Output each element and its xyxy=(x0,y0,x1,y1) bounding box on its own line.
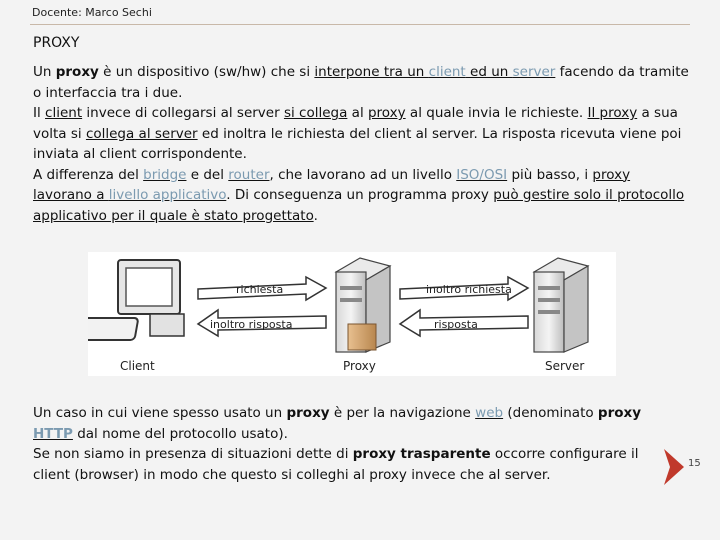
server-icon xyxy=(534,258,588,352)
proxy-server-icon xyxy=(336,258,390,352)
link-client[interactable]: client xyxy=(428,64,466,80)
page-title: PROXY xyxy=(33,35,80,51)
link-router[interactable]: router xyxy=(228,166,270,183)
svg-text:inoltro risposta: inoltro risposta xyxy=(210,318,293,331)
client-label: Client xyxy=(120,359,155,373)
link-bridge[interactable]: bridge xyxy=(143,166,187,183)
page-number: 15 xyxy=(688,458,701,469)
svg-text:inoltro richiesta: inoltro richiesta xyxy=(426,283,512,296)
header-divider xyxy=(30,24,690,25)
link-http[interactable]: HTTP xyxy=(33,425,73,442)
server-label: Server xyxy=(545,359,585,373)
proxy-label: Proxy xyxy=(343,359,376,373)
header-author: Docente: Marco Sechi xyxy=(32,6,152,19)
paragraph-1: Un proxy è un dispositivo (sw/hw) che si interpone tra un client ed un server facendo da tramite o interfaccia tra i due. Il client invece di collegarsi al server si collega al proxy al quale invia le richieste. Il proxy a sua volta si collega al server ed inoltra le richiesta del client al server. La risposta ricevuta viene poi inviata al client corrispondente. A differenza del bridge e del router, che lavorano ad un livello ISO/OSI più basso, i proxy lavorano a livello applicativo. Di conseguenza un programma proxy può gestire solo il protocollo applicativo per il quale è stato progettato. xyxy=(33,64,689,224)
link-web[interactable]: web xyxy=(475,405,504,421)
next-chevron-icon xyxy=(664,449,684,485)
link-iso-osi[interactable]: ISO/OSI xyxy=(456,166,508,183)
paragraph-2: Un caso in cui viene spesso usato un proxy è per la navigazione web (denominato proxy HTTP dal nome del protocollo usato). Se non siamo in presenza di situazioni dette di proxy trasparente occorre configurare il client (browser) in modo che questo si colleghi al proxy invece che al server. xyxy=(33,405,642,483)
svg-text:risposta: risposta xyxy=(434,318,478,331)
proxy-diagram xyxy=(88,252,616,376)
link-livello-applicativo[interactable]: livello applicativo xyxy=(108,187,227,203)
link-server[interactable]: server xyxy=(512,64,556,80)
svg-text:richiesta: richiesta xyxy=(236,283,284,296)
